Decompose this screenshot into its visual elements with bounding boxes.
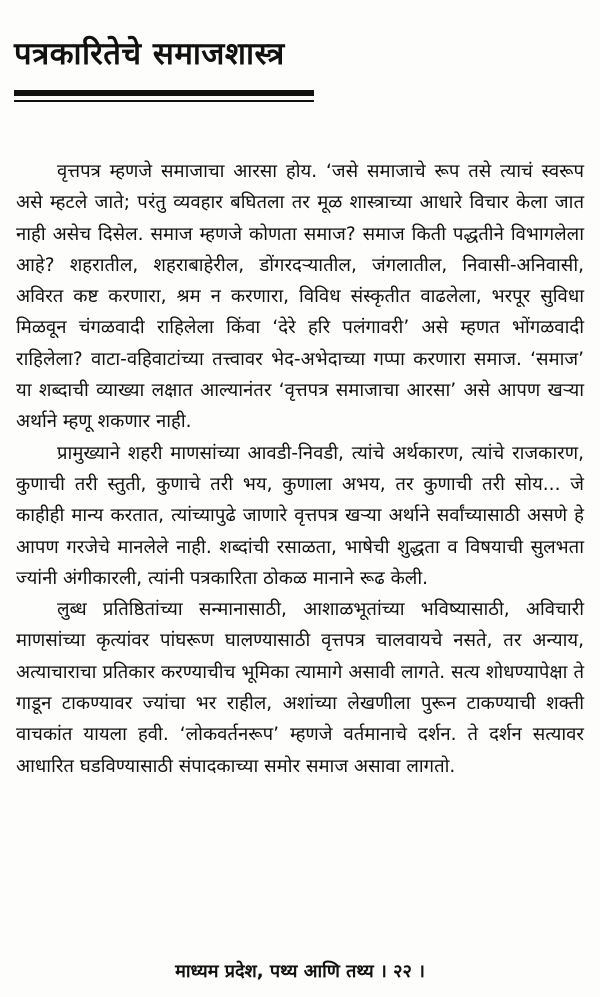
page-footer: माध्यम प्रदेश, पथ्य आणि तथ्य । २२ । (175, 961, 425, 982)
paragraph-1: वृत्तपत्र म्हणजे समाजाचा आरसा होय. ‘जसे समाजाचे रूप तसे त्याचं स्वरूप असे म्हटले जाते; परंतु व्यवहार बघितला तर मूळ शास्त्राच्या आधारे विचार केला जात नाही असेच दिसेल. समाज म्हणजे कोणता समाज? समाज किती पद्धतीने विभागलेला आहे? शहरातील, शहराबाहेरील, डोंगरदऱ्यातील, जंगलातील, निवासी-अनिवासी, अविरत कष्ट करणारा, श्रम न करणारा, विविध संस्कृतीत वाढलेला, भरपूर सुविधा मिळवून चंगळवादी राहिलेला किंवा ‘देरे हरि पलंगावरी’ असे म्हणत भोंगळवादी राहिलेला? वाटा-वहिवाटांच्या तत्त्वावर भेद-अभेदाच्या गप्पा करणारा समाज. ‘समाज’ या शब्दाची व्याख्या लक्षात आल्यानंतर ‘वृत्तपत्र समाजाचा आरसा’ असे आपण खऱ्या अर्थाने म्हणू शकणार नाही. (16, 161, 584, 433)
body-text (16, 156, 584, 782)
chapter-title: पत्रकारितेचे समाजशास्त्र (14, 36, 285, 72)
title-underline-thin (14, 100, 314, 102)
title-underline-thick (14, 90, 314, 96)
paragraph-2: प्रामुख्याने शहरी माणसांच्या आवडी-निवडी, त्यांचे अर्थकारण, त्यांचे राजकारण, कुणाची तरी स्तुती, कुणाचे तरी भय, कुणाला अभय, तर कुणाची तरी सोय... जे काहीही मान्य करतात, त्यांच्यापुढे जाणारे वृत्तपत्र खऱ्या अर्थाने सर्वांच्यासाठी असणे हे आपण गरजेचे मानलेले नाही. शब्दांची रसाळता, भाषेची शुद्धता व विषयाची सुलभता ज्यांनी अंगीकारली, त्यांनी पत्रकारिता ठोकळ मानाने रूढ केली. (16, 442, 584, 589)
paragraph-3: लुब्ध प्रतिष्ठितांच्या सन्मानासाठी, आशाळभूतांच्या भविष्यासाठी, अविचारी माणसांच्या कृत्यांवर पांघरूण घालण्यासाठी वृत्तपत्र चालवायचे नसते, तर अन्याय, अत्याचाराचा प्रतिकार करण्याचीच भूमिका त्यामागे असावी लागते. सत्य शोधण्यापेक्षा ते गाडून टाकण्यावर ज्यांचा भर राहील, अशांच्या लेखणीला पुरून टाकण्याची शक्ती वाचकांत यायला हवी. ‘लोकवर्तनरूप’ म्हणजे वर्तमानाचे दर्शन. ते दर्शन सत्यावर आधारित घडविण्यासाठी संपादकाच्या समोर समाज असावा लागतो. (16, 599, 584, 777)
